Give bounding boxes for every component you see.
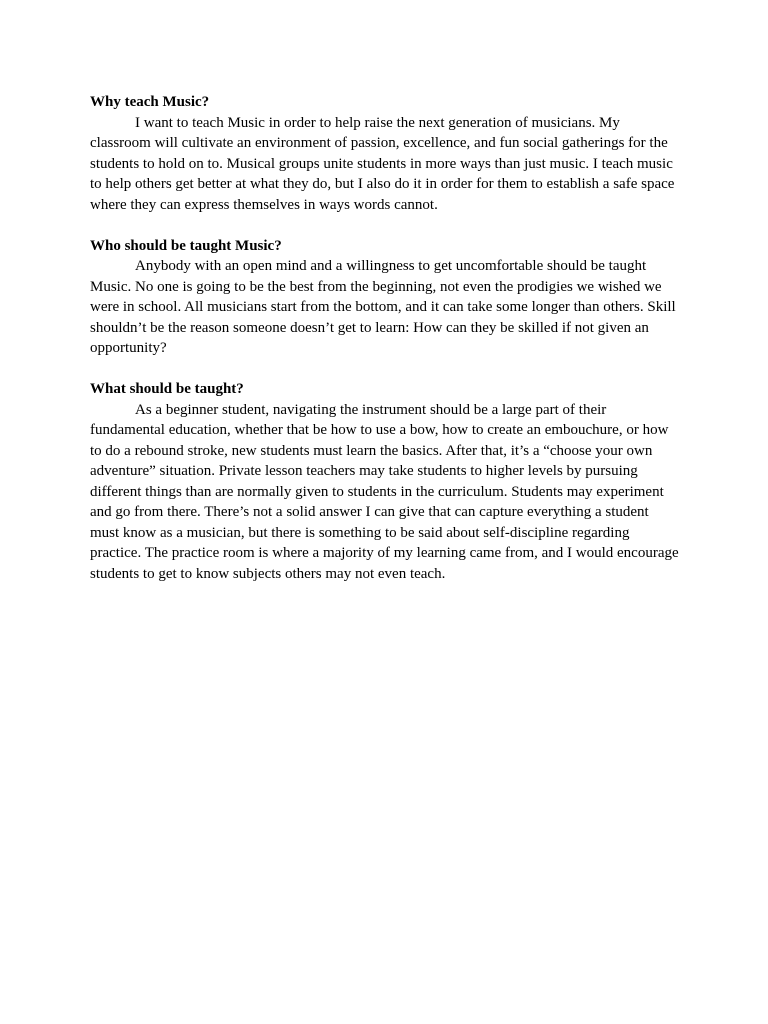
document-page [90, 92, 680, 605]
section-what-taught [90, 379, 680, 584]
section-heading: Why teach Music? [90, 94, 210, 110]
section-why-teach [90, 92, 680, 215]
section-paragraph: As a beginner student, navigating the instrument should be a large part of their fundamental education, whether that be how to use a bow, how to create an embouchure, or how to do a rebound stroke, new students must learn the basics. After that, it’s a “choose your own adventure” situation. Private lesson teachers may take students to higher levels by pursuing different things than are normally given to students in the curriculum. Students may experiment and go from there. There’s not a solid answer I can give that can capture everything a student must know as a musician, but there is something to be said about self-discipline regarding practice. The practice room is where a majority of my learning came from, and I would encourage students to get to know subjects others may not even teach. [90, 401, 679, 582]
section-paragraph: Anybody with an open mind and a willingness to get uncomfortable should be taught Music. No one is going to be the best from the beginning, not even the prodigies we wished we were in school. All musicians start from the bottom, and it can take some longer than others. Skill shouldn’t be the reason someone doesn’t get to learn: How can they be skilled if not given an opportunity? [90, 258, 676, 356]
section-who-taught [90, 236, 680, 359]
section-heading: What should be taught? [90, 381, 244, 397]
section-heading: Who should be taught Music? [90, 237, 282, 254]
section-paragraph: I want to teach Music in order to help raise the next generation of musicians. My classroom will cultivate an environment of passion, excellence, and fun social gatherings for the students to hold on to. Musical groups unite students in more ways than just music. I teach music to help others get better at what they do, but I also do it in order for them to establish a safe space where they can express themselves in ways words cannot. [90, 114, 675, 213]
